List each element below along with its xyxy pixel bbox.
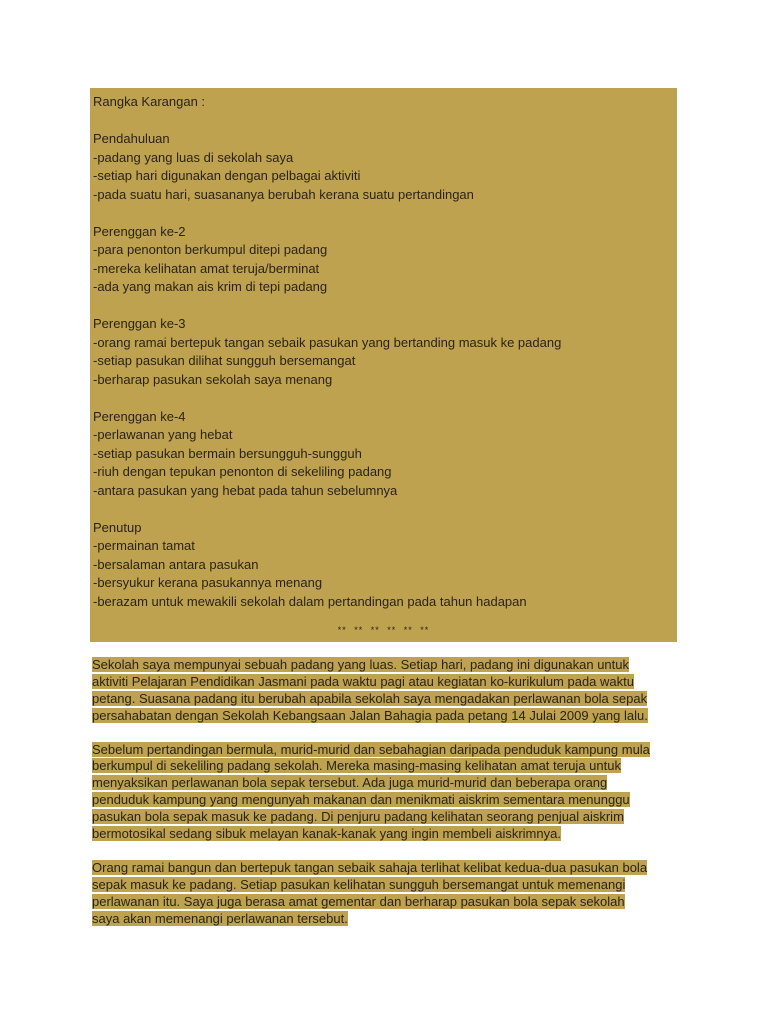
spacer (93, 389, 674, 408)
outline-point: -pada suatu hari, suasananya berubah kerana suatu pertandingan (93, 186, 474, 202)
essay-line: perlawanan itu. Saya juga berasa amat gementar dan berharap pasukan bola sepak sekolah (92, 893, 625, 909)
outline-point: -bersyukur kerana pasukannya menang (93, 575, 323, 590)
essay-line: aktiviti Pelajaran Pendidikan Jasmani pada waktu pagi atau kegiatan ko-kurikulum pada waktu (92, 673, 634, 689)
spacer (93, 500, 674, 519)
essay-paragraph (92, 860, 682, 928)
outline-point: -padang yang luas di sekolah saya (93, 149, 294, 165)
outline-point: -orang ramai bertepuk tangan sebaik pasukan yang bertanding masuk ke padang (93, 334, 562, 350)
outline-point: -mereka kelihatan amat teruja/berminat (93, 260, 320, 276)
essay-paragraph (92, 742, 682, 843)
essay-line: berkumpul di sekeliling padang sekolah. Mereka masing-masing kelihatan amat teruja untuk (92, 758, 621, 774)
outline-point: -bersalaman antara pasukan (93, 556, 259, 572)
outline-point: -riuh dengan tepukan penonton di sekeliling padang (93, 464, 392, 479)
essay-line: menyaksikan perlawanan bola sepak tersebut. Ada juga murid-murid dan beberapa orang (92, 775, 608, 791)
spacer (93, 297, 674, 316)
section-heading: Penutup (93, 519, 142, 535)
essay-line: petang. Suasana padang itu berubah apabila sekolah saya mengadakan perlawanan bola sepak (92, 690, 648, 706)
essay-paragraph (92, 657, 682, 725)
outline-point: -berharap pasukan sekolah saya menang (93, 371, 333, 387)
spacer (93, 204, 674, 223)
section-heading: Perenggan ke-4 (93, 408, 186, 424)
essay-line: pasukan bola sepak masuk ke padang. Di penjuru padang kelihatan seorang penjual aiskrim (92, 809, 624, 825)
outline-point: -setiap hari digunakan dengan pelbagai aktiviti (93, 168, 361, 183)
essay-line: Orang ramai bangun dan bertepuk tangan sebaik sahaja terlihat kelibat kedua-dua pasukan bola (92, 859, 648, 875)
outline-point: -permainan tamat (93, 538, 195, 553)
outline-point: -setiap pasukan dilihat sungguh bersemangat (93, 353, 356, 368)
outline-point: -perlawanan yang hebat (93, 427, 233, 442)
essay-line: Sebelum pertandingan bermula, murid-murid dan sebahagian daripada penduduk kampung mula (92, 741, 650, 757)
essay-line: penduduk kampung yang mengunyah makanan dan menikmati aiskrim sementara menunggu (92, 792, 630, 808)
outline-box (90, 88, 677, 642)
essay-body (92, 657, 682, 944)
essay-line: bermotosikal sedang sibuk melayan kanak-kanak yang ingin membeli aiskrimnya. (92, 826, 561, 842)
outline-point: -berazam untuk mewakili sekolah dalam pertandingan pada tahun hadapan (93, 593, 527, 609)
outline-point: -para penonton berkumpul ditepi padang (93, 242, 328, 257)
outline-point: -ada yang makan ais krim di tepi padang (93, 279, 328, 294)
outline-point: -setiap pasukan bermain bersungguh-sungguh (93, 445, 362, 461)
section-heading: Pendahuluan (93, 131, 170, 146)
spacer (93, 112, 674, 131)
outline-point: -antara pasukan yang hebat pada tahun sebelumnya (93, 482, 398, 498)
outline-title: Rangka Karangan : (93, 94, 206, 109)
section-heading: Perenggan ke-3 (93, 316, 186, 331)
essay-line: sepak masuk ke padang. Setiap pasukan kelihatan sungguh bersemangat untuk memenangi (92, 876, 626, 892)
essay-line: saya akan memenangi perlawanan tersebut. (92, 910, 348, 926)
separator-stars: ** ** ** ** ** ** (337, 625, 430, 635)
essay-line: persahabatan dengan Sekolah Kebangsaan Jalan Bahagia pada petang 14 Julai 2009 yang lalu. (92, 707, 648, 723)
section-heading: Perenggan ke-2 (93, 223, 186, 239)
essay-line: Sekolah saya mempunyai sebuah padang yang luas. Setiap hari, padang ini digunakan untuk (92, 657, 629, 672)
